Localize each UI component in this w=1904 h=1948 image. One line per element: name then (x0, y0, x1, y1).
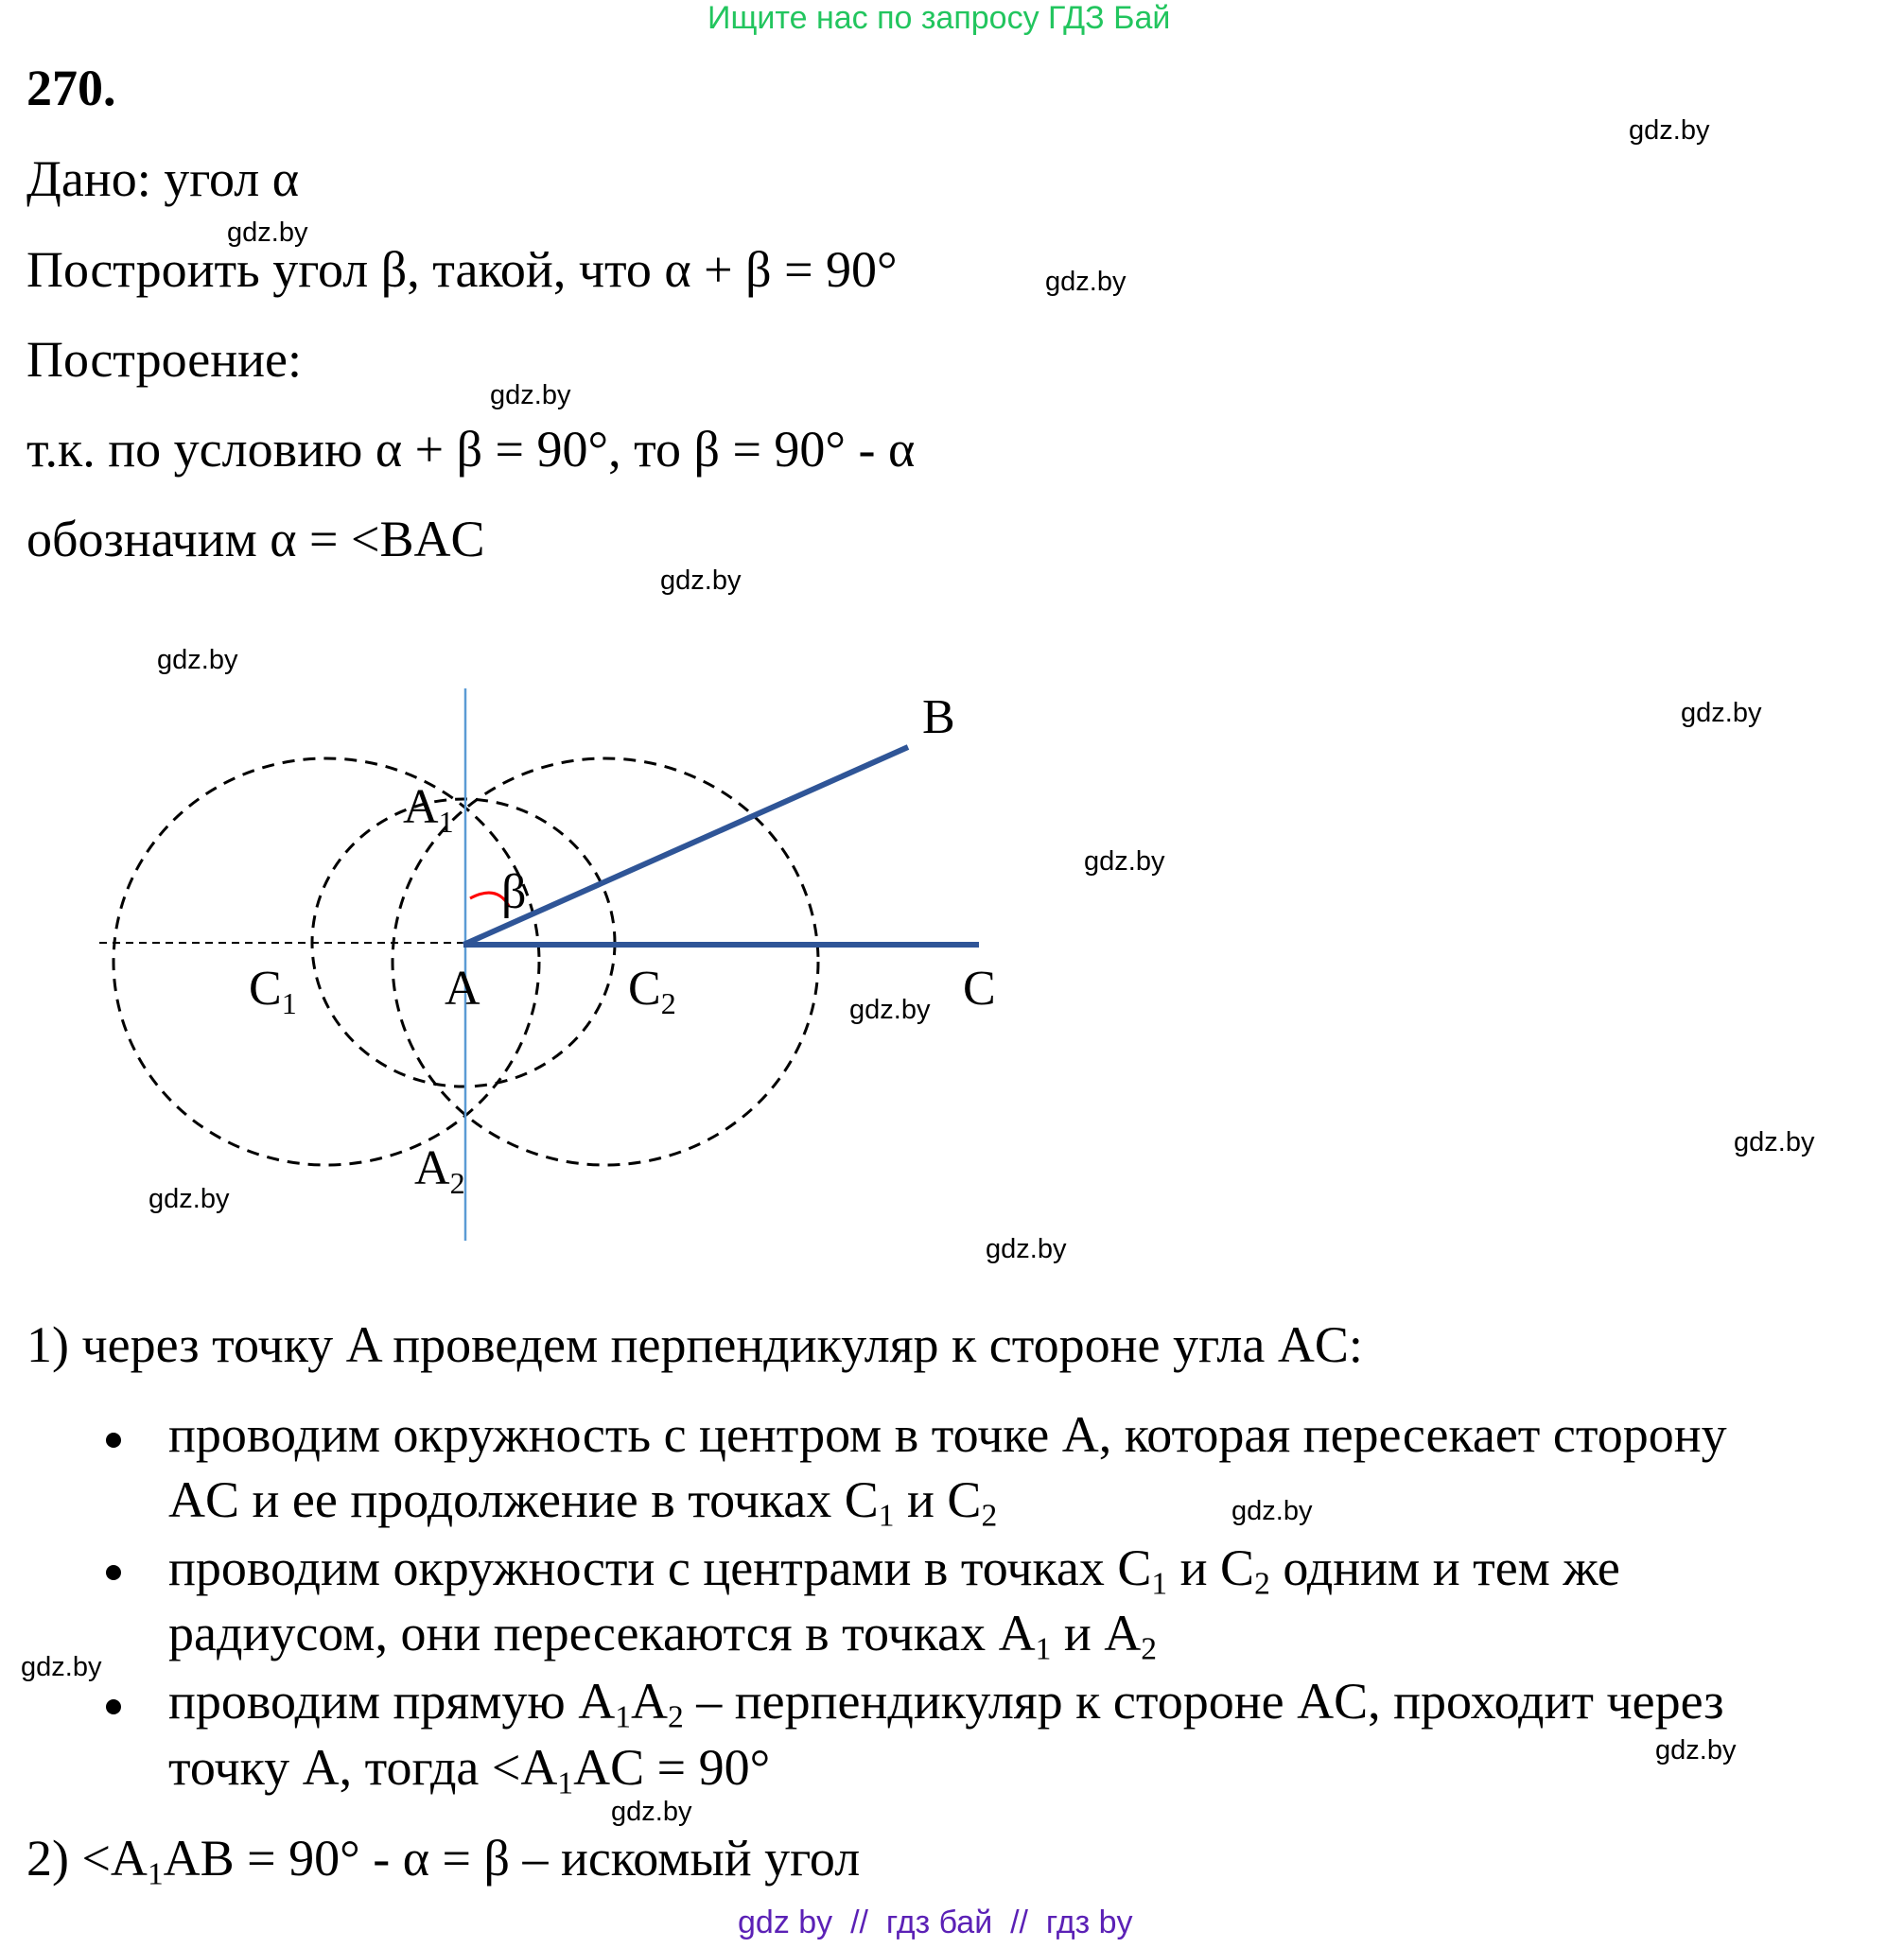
label-a2: A2 (414, 1141, 465, 1200)
watermark: gdz.by (660, 565, 742, 596)
watermark: gdz.by (1681, 698, 1762, 728)
step2-text: $2) <A_1AB = 90^\circ - \alpha = \beta$ – искомый угол (26, 1830, 861, 1892)
bullet3-line2: точку A, тогда $<A_1AC = 90^\circ$ (168, 1739, 771, 1801)
problem-number: 270. (26, 60, 116, 116)
bullet-marker (106, 1699, 121, 1714)
watermark: gdz.by (1231, 1496, 1313, 1526)
bullet1-line1: проводим окружность с центром в точке A, которая пересекает сторону (168, 1406, 1727, 1463)
watermark: gdz.by (1629, 115, 1710, 146)
watermark: gdz.by (148, 1184, 230, 1214)
watermark: gdz.by (227, 217, 308, 248)
label-c2: C2 (628, 962, 676, 1020)
watermark: gdz.by (986, 1234, 1067, 1264)
watermark: gdz.by (849, 995, 931, 1025)
notation-text: обозначим α = <BAC (26, 511, 485, 567)
given-text: Дано: угол α (26, 150, 300, 207)
label-c1: C1 (249, 962, 297, 1020)
watermark: gdz.by (1084, 846, 1165, 877)
bullet1-line2: AC и ее продолжение в точках $C_1$ и $C_2$ (168, 1471, 998, 1534)
construction-heading: Построение: (26, 331, 302, 388)
top-banner: Ищите нас по запросу ГДЗ Бай (707, 0, 1171, 36)
label-beta: β (501, 865, 527, 919)
watermark: gdz.by (1734, 1127, 1815, 1157)
step1-text: 1) через точку A проведем перпендикуляр к стороне угла AC: (26, 1316, 1363, 1373)
watermark: gdz.by (21, 1652, 102, 1682)
bullet3-line1: проводим прямую $A_1A_2$ – перпендикуляр к стороне AC, проходит через (168, 1673, 1724, 1735)
watermark: gdz.by (157, 645, 238, 675)
watermark: gdz.by (1045, 267, 1127, 297)
bullet2-line2: радиусом, они пересекаются в точках $A_1$ и $A_2$ (168, 1605, 1158, 1667)
watermark: gdz.by (1655, 1735, 1737, 1765)
label-c: C (963, 962, 996, 1016)
label-a1: A1 (403, 780, 454, 839)
label-b: B (922, 690, 955, 744)
label-a: A (445, 962, 480, 1016)
ray-ab (463, 747, 908, 945)
footer-links[interactable]: gdz by // гдз бай // гдз by (738, 1905, 1133, 1940)
task-text: Построить угол β, такой, что α + β = 90° (26, 241, 898, 298)
bullet-marker (106, 1565, 121, 1580)
bullet2-line1: проводим окружности с центрами в точках $C_1$ и $C_2$ одним и тем же (168, 1539, 1620, 1602)
watermark: gdz.by (490, 380, 571, 410)
reasoning-text: т.к. по условию α + β = 90°, то β = 90° - α (26, 421, 916, 478)
watermark: gdz.by (611, 1797, 692, 1827)
bullet-marker (106, 1433, 121, 1448)
construction-diagram (0, 662, 1040, 1267)
